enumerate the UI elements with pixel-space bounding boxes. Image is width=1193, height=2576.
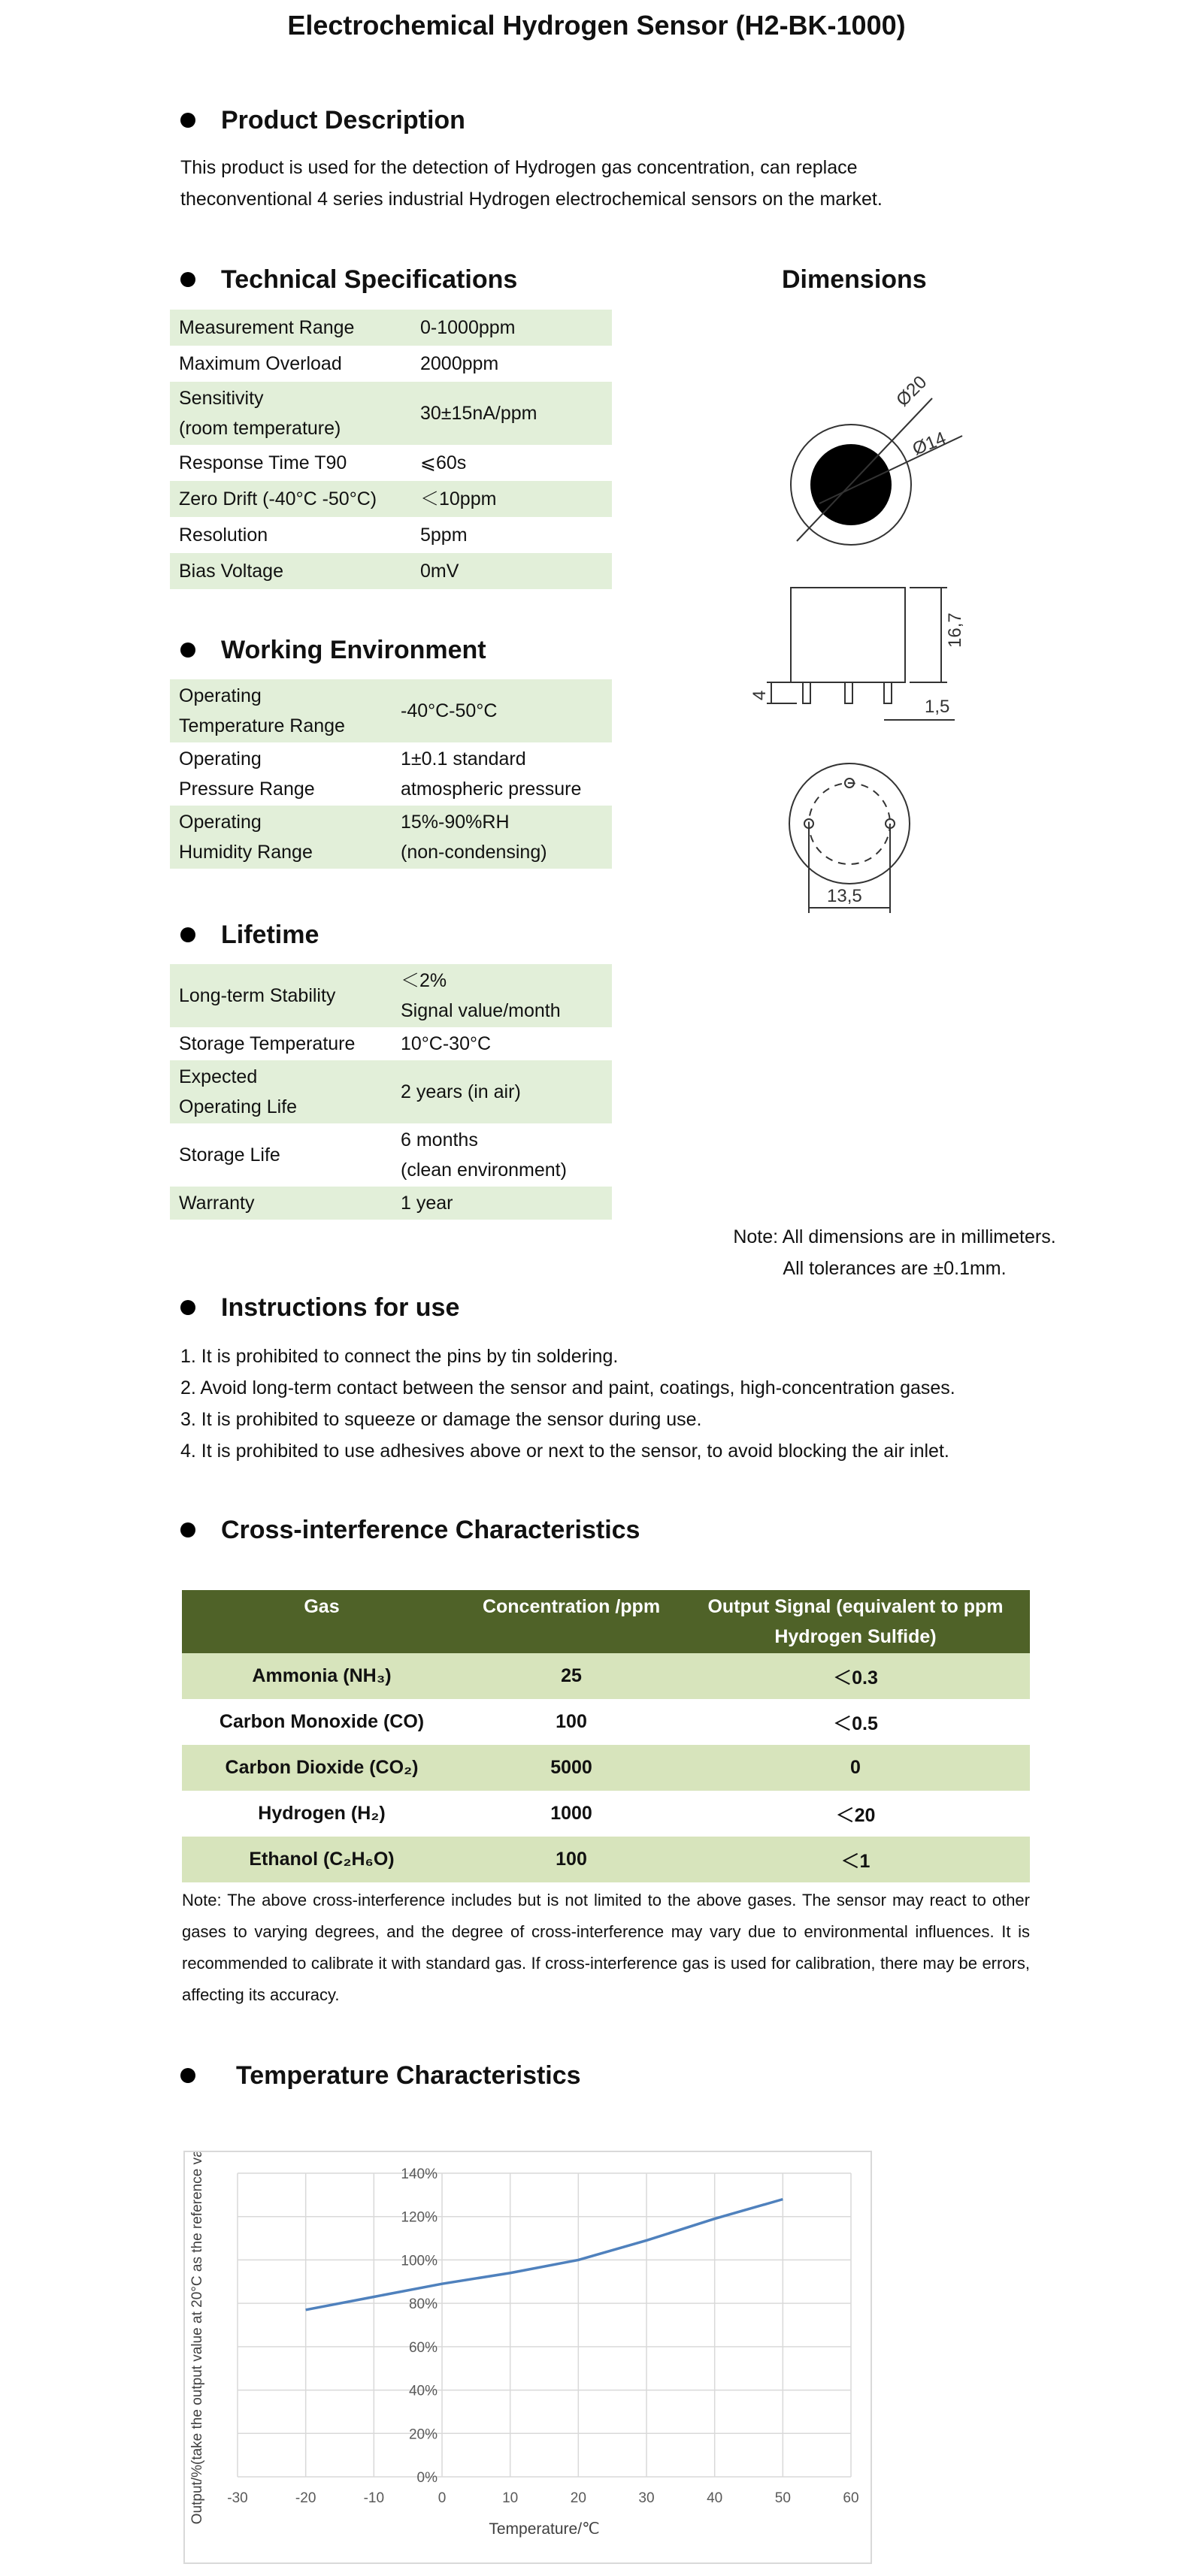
table-row: [170, 806, 612, 869]
note-line: Note: All dimensions are in millimeters.: [733, 1226, 1056, 1247]
spec-label-line: Sensitivity: [179, 388, 264, 409]
table-row: [170, 382, 612, 445]
label-line: Pressure Range: [179, 779, 315, 800]
spec-label: Zero Drift (-40°C -50°C): [170, 481, 411, 517]
table-row: [182, 1791, 1030, 1837]
table-row: [170, 445, 612, 481]
bullet-icon: [180, 272, 195, 287]
concentration-cell: 100: [556, 1711, 587, 1732]
spec-value: ＜10ppm: [411, 481, 612, 517]
value-line: 15%-90%RH: [401, 812, 510, 833]
instructions-list: [180, 1341, 1082, 1467]
life-value: [392, 964, 612, 1027]
value-line: Signal value/month: [401, 1000, 561, 1021]
paragraph-line: This product is used for the detection of Hydrogen gas concentration, can replace: [180, 157, 858, 178]
cross-interference-note: Note: The above cross-interference includes but is not limited to the above gases. The sensor may react to other gases to varying degrees, and the degree of cross-interference may vary due to environmental influences. It is recommended to calibrate it with standard gas. If cross-interference gas is used for calibration, there may be errors, affecting its accuracy.: [182, 1891, 1030, 2004]
pin-circle: [809, 783, 890, 864]
value-line: atmospheric pressure: [401, 779, 582, 800]
gas-cell: Ethanol (C₂H₆O): [182, 1837, 462, 1882]
concentration-cell: 1000: [550, 1803, 592, 1824]
x-tick-label: 10: [502, 2490, 519, 2506]
table-row: [170, 346, 612, 382]
env-value: -40°C-50°C: [392, 679, 612, 742]
table-row: [170, 742, 612, 806]
x-tick-label: 50: [774, 2490, 791, 2506]
value-line: (non-condensing): [401, 842, 547, 863]
value-line: 1±0.1 standard: [401, 748, 526, 769]
bullet-icon: [180, 1522, 195, 1537]
table-row: [170, 964, 612, 1027]
label-line: Humidity Range: [179, 842, 313, 863]
y-tick-label: 60%: [408, 2339, 438, 2356]
list-item: 1. It is prohibited to connect the pins by tin soldering.: [180, 1346, 619, 1367]
bullet-icon: [180, 642, 195, 658]
table-row: [182, 1837, 1030, 1882]
life-label: Long-term Stability: [170, 964, 392, 1027]
life-value: 1 year: [392, 1187, 612, 1220]
bullet-icon: [180, 2068, 195, 2083]
spec-label: Resolution: [179, 525, 268, 546]
x-tick-label: 60: [843, 2490, 859, 2506]
life-label: Storage Temperature: [179, 1033, 356, 1054]
table-row: [182, 1745, 1030, 1791]
label-line: Expected: [179, 1066, 258, 1087]
technical-specifications-heading: [180, 263, 517, 296]
dimensions-note: [662, 1221, 1128, 1284]
x-tick-label: 30: [638, 2490, 655, 2506]
bullet-icon: [180, 1300, 195, 1315]
table-row: [170, 679, 612, 742]
bullet-icon: [180, 113, 195, 128]
spec-value: 0mV: [411, 553, 612, 589]
page-title: Electrochemical Hydrogen Sensor (H2-BK-1000): [287, 10, 906, 41]
note-line: All tolerances are ±0.1mm.: [783, 1258, 1007, 1279]
output-cell: ＜0.3: [681, 1653, 1030, 1699]
product-description-text: [180, 152, 1045, 215]
table-row: [170, 1027, 612, 1060]
y-tick-label: 120%: [401, 2209, 438, 2226]
y-tick-label: 0%: [416, 2470, 438, 2486]
pin: [884, 682, 892, 703]
working-environment-table: [170, 679, 612, 869]
lifetime-table: [170, 964, 612, 1220]
spec-label: [170, 382, 411, 445]
x-tick-label: 0: [438, 2490, 447, 2506]
env-label: [170, 806, 392, 869]
life-value: 10°C-30°C: [401, 1033, 492, 1054]
value-line: ＜2%: [401, 970, 447, 991]
table-header-row: [182, 1590, 1030, 1653]
temperature-chart-frame: [183, 2151, 872, 2564]
spec-value: 2000ppm: [420, 353, 499, 374]
product-description-heading: [180, 104, 465, 137]
spec-value: ⩽60s: [420, 452, 467, 473]
concentration-cell: 100: [462, 1837, 681, 1882]
y-tick-label: 80%: [408, 2296, 438, 2313]
table-row: [170, 553, 612, 589]
x-tick-label: 40: [707, 2490, 723, 2506]
heading-text: Product Description: [221, 106, 465, 135]
output-cell: ＜0.5: [833, 1713, 878, 1734]
concentration-cell: 25: [462, 1653, 681, 1699]
life-value: 2 years (in air): [392, 1060, 612, 1123]
height-label: 16,7: [945, 612, 965, 648]
life-label: [170, 1060, 392, 1123]
pin: [845, 682, 852, 703]
gas-cell: Carbon Monoxide (CO): [219, 1711, 425, 1732]
y-tick-label: 20%: [408, 2426, 438, 2443]
label-line: Temperature Range: [179, 715, 345, 736]
dimensions-drawing: [737, 353, 977, 932]
pin-length-label: 4: [749, 690, 770, 700]
x-axis-label: Temperature/℃: [489, 2520, 600, 2538]
output-cell: ＜1: [681, 1837, 1030, 1882]
table-row: [182, 1699, 1030, 1745]
heading-text: Instructions for use: [221, 1293, 460, 1322]
outer-diameter-label: Ø20: [892, 372, 931, 411]
paragraph-line: theconventional 4 series industrial Hydrogen electrochemical sensors on the market.: [180, 189, 883, 210]
life-label: Storage Life: [179, 1144, 280, 1166]
label-line: Operating: [179, 812, 262, 833]
x-tick-label: 20: [570, 2490, 586, 2506]
dimensions-heading: Dimensions: [782, 265, 927, 294]
value-line: 6 months: [401, 1129, 478, 1150]
table-row: [182, 1653, 1030, 1699]
gas-cell: Carbon Dioxide (CO₂): [182, 1745, 462, 1791]
spec-value: 30±15nA/ppm: [411, 382, 612, 445]
y-tick-label: 140%: [401, 2166, 438, 2182]
list-item: 4. It is prohibited to use adhesives above or next to the sensor, to avoid blocking the air inlet.: [180, 1441, 949, 1462]
pin-width-label: 1,5: [925, 697, 950, 717]
list-item: 3. It is prohibited to squeeze or damage the sensor during use.: [180, 1409, 702, 1430]
sensor-body-side: [791, 588, 905, 682]
gas-cell: Ammonia (NH₃): [182, 1653, 462, 1699]
instructions-heading: [180, 1291, 459, 1324]
label-line: Operating: [179, 685, 262, 706]
env-label: [170, 742, 392, 806]
y-tick-label: 100%: [401, 2253, 438, 2269]
heading-text: Technical Specifications: [221, 265, 518, 294]
life-label: Warranty: [170, 1187, 392, 1220]
column-header: Gas: [182, 1590, 462, 1653]
spec-label: Response Time T90: [179, 452, 347, 473]
env-value: [392, 806, 612, 869]
value-line: (clean environment): [401, 1160, 567, 1181]
env-label: [170, 679, 392, 742]
y-axis-label: Output/%(take the output value at 20°C as the reference value): [189, 2152, 205, 2525]
table-row: [170, 310, 612, 346]
life-value: [392, 1123, 612, 1187]
pin-circle-label: 13,5: [827, 886, 862, 906]
spec-label-line: (room temperature): [179, 418, 341, 439]
pin: [803, 682, 810, 703]
specifications-table: [170, 310, 612, 589]
spec-label: Bias Voltage: [170, 553, 411, 589]
cross-interference-heading: [180, 1513, 640, 1547]
label-line: Operating: [179, 748, 262, 769]
spec-label: Maximum Overload: [179, 353, 342, 374]
spec-value: 5ppm: [420, 525, 468, 546]
bottom-outer-circle: [789, 763, 910, 884]
working-environment-heading: [180, 633, 486, 667]
temperature-heading: [180, 2059, 581, 2092]
x-tick-label: -10: [363, 2490, 385, 2506]
heading-text: Working Environment: [221, 636, 486, 664]
concentration-cell: 5000: [462, 1745, 681, 1791]
table-row: [170, 481, 612, 517]
env-value: [392, 742, 612, 806]
series-line: [306, 2200, 783, 2313]
x-tick-label: -30: [227, 2490, 248, 2506]
bullet-icon: [180, 927, 195, 942]
spec-value: 0-1000ppm: [411, 310, 612, 346]
table-row: [170, 1187, 612, 1220]
spec-label: Measurement Range: [170, 310, 411, 346]
table-row: [170, 1060, 612, 1123]
y-tick-label: 40%: [408, 2383, 438, 2399]
output-cell: ＜20: [835, 1804, 876, 1826]
temperature-chart: [185, 2152, 871, 2562]
column-header: Output Signal (equivalent to ppm Hydrogen Sulfide): [681, 1590, 1030, 1653]
heading-text: Lifetime: [221, 921, 319, 949]
cross-interference-table: [182, 1590, 1030, 1882]
gas-cell: Hydrogen (H₂): [258, 1803, 386, 1824]
table-row: [170, 517, 612, 553]
table-row: [170, 1123, 612, 1187]
heading-text: Cross-interference Characteristics: [221, 1516, 640, 1544]
output-cell: 0: [681, 1745, 1030, 1791]
lifetime-heading: [180, 918, 319, 951]
label-line: Operating Life: [179, 1096, 298, 1117]
column-header: Concentration /ppm: [462, 1590, 681, 1653]
list-item: 2. Avoid long-term contact between the sensor and paint, coatings, high-concentration gases.: [180, 1377, 955, 1398]
inner-diameter-label: Ø14: [910, 428, 949, 460]
heading-text: Temperature Characteristics: [236, 2061, 581, 2090]
x-tick-label: -20: [295, 2490, 316, 2506]
